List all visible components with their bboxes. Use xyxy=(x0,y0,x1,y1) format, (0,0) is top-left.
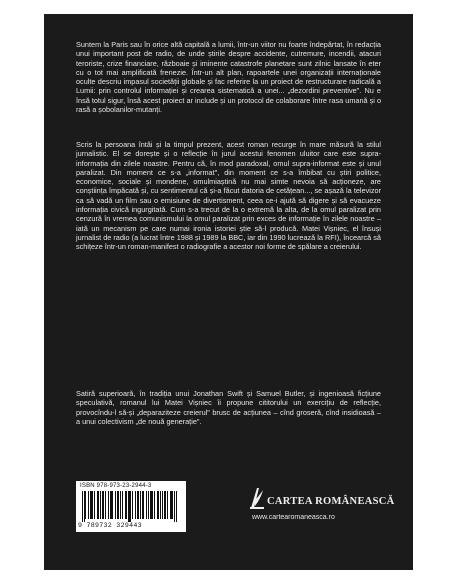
barcode-bar xyxy=(82,491,83,522)
barcode-bar xyxy=(100,491,101,519)
barcode-bar xyxy=(152,491,153,519)
barcode-bar xyxy=(98,491,99,519)
barcode-bar xyxy=(108,491,109,519)
barcode-bar xyxy=(174,491,175,522)
isbn-label: ISBN 978-973-23-2944-3 xyxy=(80,483,152,489)
barcode-bar xyxy=(103,491,104,519)
barcode-bar xyxy=(118,491,119,519)
blurb-paragraph-3: Satiră superioară, în tradiția unui Jonathan Swift și Samuel Butler, și ingenioasă ficțiune speculativă, romanul lui Matei Vișniec îi propune cititorului un exercițiu de reflecție, provocîndu-l să-și „deparaziteze creierul" brusc de acțiunea – cînd groseră, cînd insidioasă – a unui colectivism „de nouă generație". xyxy=(76,389,381,426)
barcode-bar xyxy=(128,491,129,522)
barcode-bar xyxy=(84,491,85,522)
barcode-bar xyxy=(97,491,98,519)
barcode-bar xyxy=(102,491,103,519)
barcode-bar xyxy=(92,491,93,519)
barcode-bar xyxy=(154,491,155,519)
blurb-paragraph-1: Suntem la Paris sau în orice altă capitală a lumii, într-un viitor nu foarte îndepărtat, în redacția unui important post de radio, de unde știrile despre accidente, cutremure, incendii, atacuri teroriste, crize financiare, războaie și iminente catastrofe planetare sunt zilnic lansate în eter cu o tot mai amplificată frenezie. Într-un alt plan, rapoartele unei organizații internaționale oculte descriu impasul societății globale și fac referire la un proiect de restructurare radicală a Lumii: prin controlul informației și crearea sistematică a unei... „dezordini preventive". Nu e însă totul sigur, însă acest proiect ar include și un protocol de colaborare între rasa umană și o rasă a șobolanilor-mutanți. xyxy=(76,40,381,115)
barcode-digits: 9 789732 329443 xyxy=(78,522,142,529)
barcode-bar xyxy=(157,491,158,519)
publisher-website: www.cartearomaneasca.ro xyxy=(252,514,335,521)
barcode-bar xyxy=(138,491,139,519)
barcode-bar xyxy=(94,491,95,519)
barcode-bar xyxy=(115,491,116,519)
barcode-bar xyxy=(117,491,118,519)
barcode-bar xyxy=(91,491,92,519)
back-cover xyxy=(44,14,413,570)
barcode-bar xyxy=(167,491,168,519)
barcode-bar xyxy=(170,491,171,519)
barcode-bar xyxy=(164,491,165,519)
barcode-bar xyxy=(125,491,126,519)
barcode-bar xyxy=(150,491,151,519)
barcode-bars xyxy=(82,491,180,522)
barcode-bar xyxy=(126,491,127,519)
barcode-bar xyxy=(140,491,141,519)
barcode-bar xyxy=(146,491,147,519)
barcode-bar xyxy=(160,491,161,519)
barcode-bar xyxy=(172,491,173,519)
barcode-bar xyxy=(111,491,112,519)
barcode-bar xyxy=(142,491,143,519)
barcode-bar xyxy=(85,491,86,519)
barcode-bar xyxy=(162,491,163,519)
barcode-bar xyxy=(165,491,166,519)
barcode-bar xyxy=(132,491,133,519)
barcode-bar xyxy=(176,491,177,522)
barcode-bar xyxy=(143,491,144,519)
blurb-paragraph-2: Scris la persoana întâi și la timpul prezent, acest roman recurge în mare măsură la stilul jurnalistic. El se dorește și o reflecție în jurul acestui fenomen uluitor care este supra-informația din zilele noastre. Pentru că, în mod paradoxal, omul supra-informat este și unul paralizat. Din moment ce s-a „informat", din moment ce s-a îmbibat cu știri politice, economice, sociale și mondene, omulmiaștină nu mai simte nevoia să acționeze, are conștiința împăcată și, cu sentimentul că și-a făcut datoria de cetățean..., se așază la televizor ca să vadă un film sau o emisiune de divertisment, ceea ce-i ajută să digere și să evacueze informația civică ingurgitată. Cum s-a trecut de la o extremă la alta, de la omul paralizat prin cenzură în vremea comunismului la omul paralizat prin exces de informație în zilele noastre – iată un mecanism pe care numai ironia istoriei știe să-l producă. Matei Vișniec, el însuși jurnalist de radio (a lucrat între 1988 și 1989 la BBC, iar din 1990 lucrează la RFI), încearcă să schițeze într-un roman-manifest o radiografie a acestor noi forme de spălare a creierului. xyxy=(76,140,381,252)
barcode-bar xyxy=(129,491,130,522)
barcode-bar xyxy=(148,491,149,519)
barcode-bar xyxy=(151,491,152,519)
barcode-bar xyxy=(122,491,123,519)
barcode-bar xyxy=(135,491,136,519)
barcode-bar xyxy=(90,491,91,519)
barcode-bar xyxy=(158,491,159,519)
barcode-bar xyxy=(120,491,121,519)
barcode-bar xyxy=(112,491,113,519)
barcode-bar xyxy=(130,491,131,522)
barcode-bar xyxy=(137,491,138,519)
publisher-name: CARTEA ROMÂNEASCĂ xyxy=(267,496,395,507)
barcode-bar xyxy=(88,491,89,519)
book-feather-icon xyxy=(249,486,265,510)
barcode-bar xyxy=(105,491,106,519)
barcode-bar xyxy=(110,491,111,519)
barcode-bar xyxy=(171,491,172,519)
barcode xyxy=(76,481,186,532)
